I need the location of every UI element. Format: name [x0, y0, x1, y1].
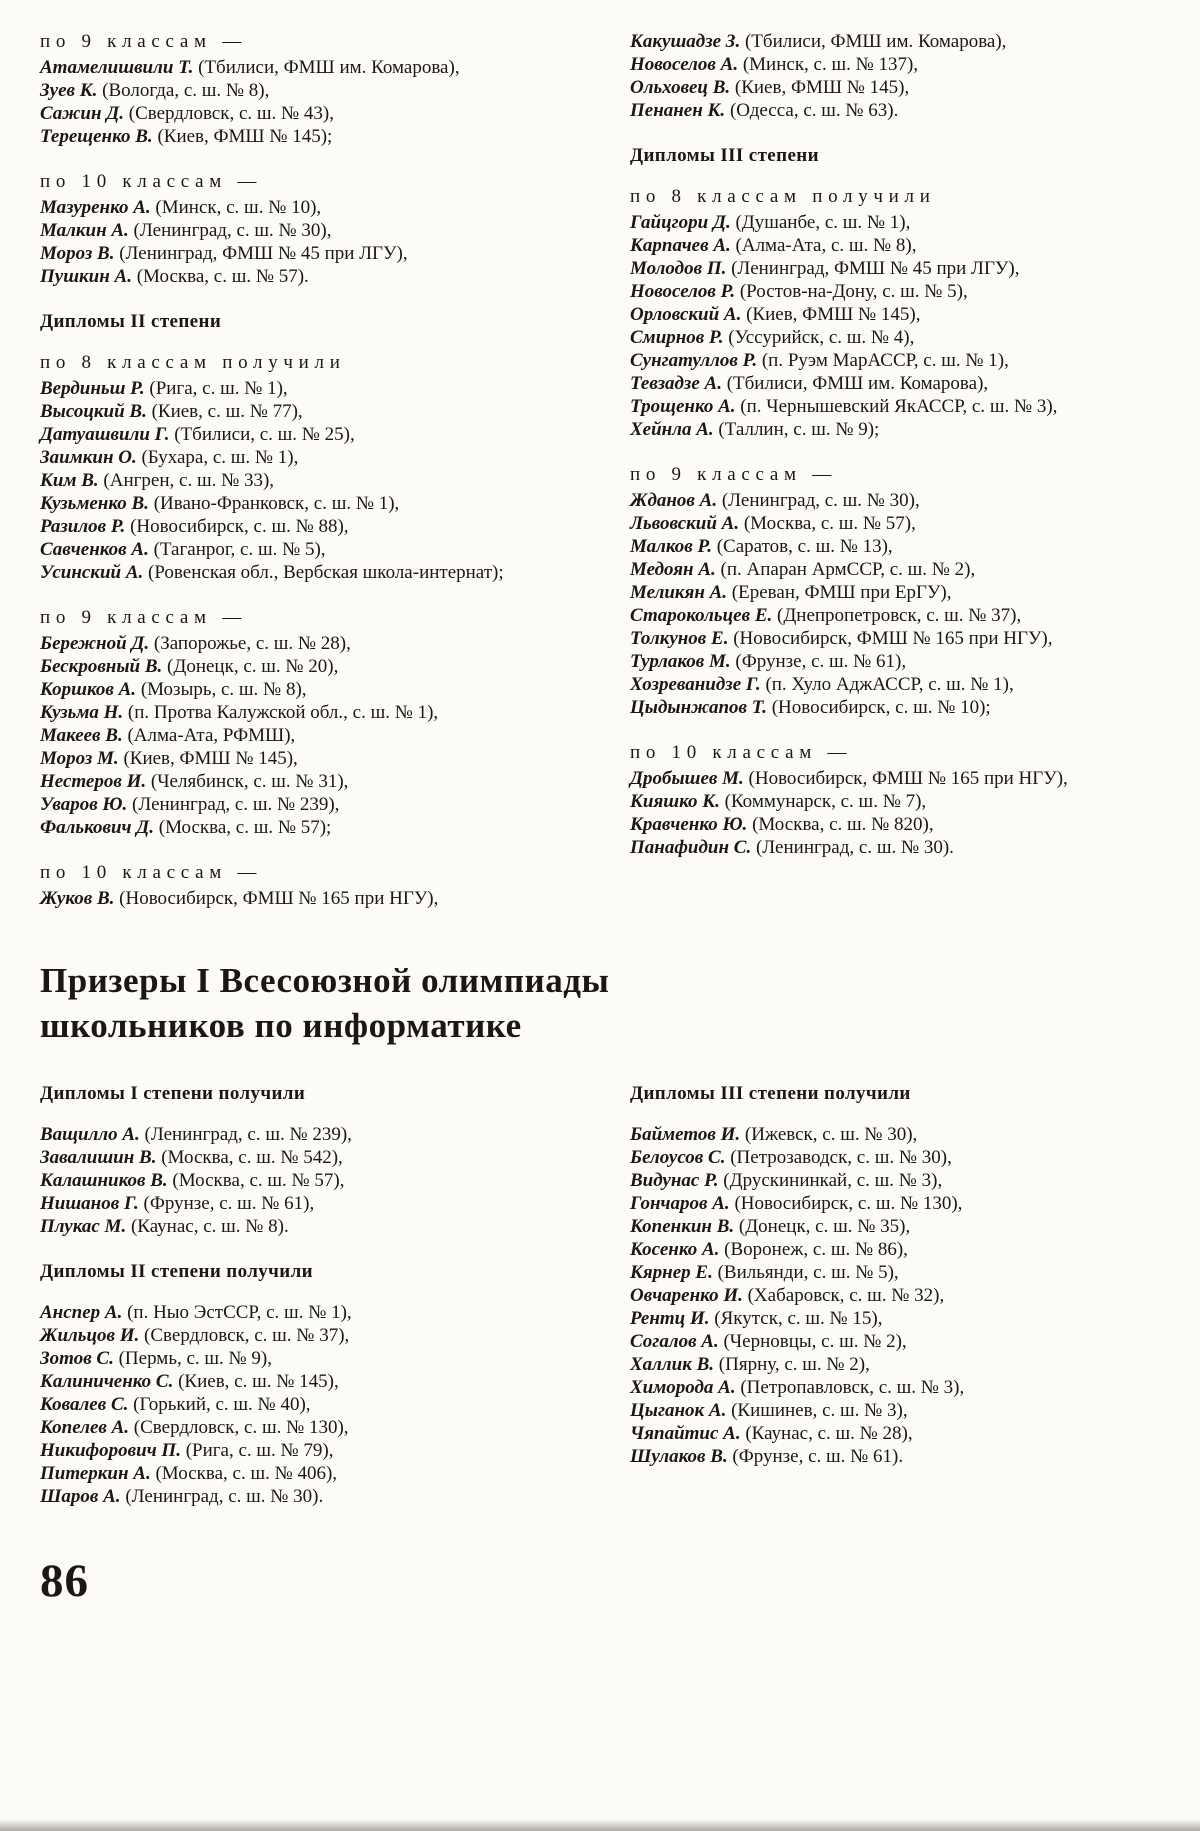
- laureate-name: Заимкин О.: [40, 447, 137, 468]
- laureate-entry: [40, 655, 504, 678]
- laureate-entry: [40, 469, 504, 492]
- laureate-name: Питеркин А.: [40, 1463, 151, 1484]
- laureate-entry: [630, 558, 1102, 581]
- laureate-name: Уваров Ю.: [40, 794, 128, 815]
- laureate-entry: [630, 326, 1102, 349]
- laureate-entry: [40, 1439, 504, 1462]
- laureate-details: (Новосибирск, ФМШ № 165 при НГУ),: [728, 628, 1053, 649]
- math-olympiad-results-section: [40, 30, 1102, 910]
- laureate-details: (Киев, с. ш. № 77),: [146, 401, 303, 422]
- laureate-name: Жданов А.: [630, 490, 718, 511]
- laureate-entry: [40, 816, 504, 839]
- laureate-details: (Свердловск, с. ш. № 43),: [124, 103, 334, 124]
- laureate-details: (Уссурийск, с. ш. № 4),: [723, 327, 915, 348]
- laureate-name: Какушадзе З.: [630, 31, 741, 52]
- entry-group: [630, 144, 1102, 441]
- laureate-details: (Саратов, с. ш. № 13),: [711, 536, 893, 557]
- laureate-entry: [630, 1215, 1102, 1238]
- laureate-details: (Друскининкай, с. ш. № 3),: [718, 1170, 943, 1191]
- laureate-name: Бескровный В.: [40, 656, 163, 677]
- laureate-details: (Мозырь, с. ш. № 8),: [136, 679, 307, 700]
- laureate-entry: [40, 125, 504, 148]
- laureate-entry: [40, 1370, 504, 1393]
- laureate-details: (Вологда, с. ш. № 8),: [97, 80, 270, 101]
- laureate-details: (Ереван, ФМШ при ЕрГУ),: [727, 582, 952, 603]
- laureate-entry: [40, 1301, 504, 1324]
- laureate-name: Плукас М.: [40, 1216, 127, 1237]
- laureate-entry: [40, 538, 504, 561]
- laureate-entry: [630, 349, 1102, 372]
- laureate-entry: [40, 1215, 504, 1238]
- laureate-details: (Таганрог, с. ш. № 5),: [148, 539, 326, 560]
- laureate-entry: [40, 1192, 504, 1215]
- laureate-entry: [630, 30, 1102, 53]
- math-results-left-column: [40, 30, 504, 910]
- laureate-details: (Коммунарск, с. ш. № 7),: [719, 791, 927, 812]
- laureate-name: Завалишин В.: [40, 1147, 157, 1168]
- laureate-entry: [630, 1261, 1102, 1284]
- laureate-entry: [630, 372, 1102, 395]
- entry-group: [40, 1260, 504, 1508]
- laureate-entry: [630, 1330, 1102, 1353]
- laureate-details: (Ленинград, с. ш. № 239),: [139, 1124, 352, 1145]
- laureate-details: (п. Апаран АрмССР, с. ш. № 2),: [715, 559, 976, 580]
- laureate-details: (Москва, с. ш. № 57);: [154, 817, 332, 838]
- laureate-name: Хейнла А.: [630, 419, 714, 440]
- laureate-entry: [630, 234, 1102, 257]
- laureate-entry: [630, 604, 1102, 627]
- laureate-entry: [40, 561, 504, 584]
- laureate-details: (Тбилиси, ФМШ им. Комарова),: [193, 57, 460, 78]
- laureate-name: Медоян А.: [630, 559, 716, 580]
- laureate-details: (Москва, с. ш. № 820),: [747, 814, 934, 835]
- laureate-entry: [630, 650, 1102, 673]
- laureate-details: (Донецк, с. ш. № 20),: [162, 656, 339, 677]
- laureate-entry: [630, 581, 1102, 604]
- laureate-name: Овчаренко И.: [630, 1285, 743, 1306]
- laureate-details: (Рига, с. ш. № 1),: [144, 378, 288, 399]
- class-group-subheading: по 8 классам получили: [40, 352, 346, 373]
- entry-group: [630, 463, 1102, 719]
- laureate-entry: [630, 1307, 1102, 1330]
- laureate-name: Трощенко А.: [630, 396, 736, 417]
- section-heading: Дипломы II степени получили: [40, 1261, 313, 1282]
- entry-group: [40, 170, 504, 288]
- laureate-details: (Ленинград, с. ш. № 30),: [717, 490, 920, 511]
- section-heading: Дипломы III степени: [630, 145, 819, 166]
- laureate-entry: [630, 99, 1102, 122]
- laureate-entry: [40, 1416, 504, 1439]
- laureate-entry: [40, 793, 504, 816]
- laureate-name: Нишанов Г.: [40, 1193, 139, 1214]
- laureate-name: Ващилло А.: [40, 1124, 140, 1145]
- laureate-details: (п. Хуло АджАССР, с. ш. № 1),: [760, 674, 1014, 695]
- laureate-name: Жильцов И.: [40, 1325, 140, 1346]
- laureate-details: (Горький, с. ш. № 40),: [128, 1394, 311, 1415]
- laureate-entry: [630, 303, 1102, 326]
- laureate-entry: [630, 211, 1102, 234]
- laureate-details: (Петрозаводск, с. ш. № 30),: [725, 1147, 952, 1168]
- laureate-entry: [630, 512, 1102, 535]
- laureate-name: Шулаков В.: [630, 1446, 728, 1467]
- laureate-entry: [630, 1422, 1102, 1445]
- laureate-details: (Ростов-на-Дону, с. ш. № 5),: [735, 281, 968, 302]
- entry-group: [630, 741, 1102, 859]
- entry-group: [40, 606, 504, 839]
- laureate-name: Малков Р.: [630, 536, 712, 557]
- laureate-details: (Хабаровск, с. ш. № 32),: [742, 1285, 945, 1306]
- laureate-name: Копенкин В.: [630, 1216, 735, 1237]
- laureate-entry: [40, 446, 504, 469]
- laureate-entry: [630, 1169, 1102, 1192]
- laureate-entry: [40, 1169, 504, 1192]
- laureate-entry: [40, 219, 504, 242]
- section-heading: Дипломы I степени получили: [40, 1083, 306, 1104]
- laureate-details: (Киев, ФМШ № 145),: [730, 77, 910, 98]
- laureate-entry: [630, 790, 1102, 813]
- laureate-entry: [630, 673, 1102, 696]
- laureate-details: (Фрунзе, с. ш. № 61),: [138, 1193, 315, 1214]
- laureate-entry: [630, 1353, 1102, 1376]
- laureate-name: Химорода А.: [630, 1377, 736, 1398]
- laureate-entry: [40, 265, 504, 288]
- laureate-details: (Тбилиси, ФМШ им. Комарова),: [740, 31, 1007, 52]
- laureate-name: Гайцгори Д.: [630, 212, 731, 233]
- laureate-details: (Якутск, с. ш. № 15),: [709, 1308, 883, 1329]
- class-group-subheading: по 10 классам —: [40, 862, 263, 883]
- laureate-entry: [630, 1238, 1102, 1261]
- laureate-name: Пенанен К.: [630, 100, 726, 121]
- laureate-entry: [630, 280, 1102, 303]
- laureate-name: Макеев В.: [40, 725, 123, 746]
- class-group-subheading: по 10 классам —: [40, 171, 263, 192]
- laureate-entry: [630, 813, 1102, 836]
- laureate-entry: [40, 887, 504, 910]
- laureate-name: Турлаков М.: [630, 651, 731, 672]
- entry-group: [40, 310, 504, 584]
- laureate-entry: [40, 1485, 504, 1508]
- laureate-name: Новоселов А.: [630, 54, 739, 75]
- laureate-details: (Рига, с. ш. № 79),: [180, 1440, 334, 1461]
- laureate-name: Белоусов С.: [630, 1147, 726, 1168]
- laureate-details: (Москва, с. ш. № 57),: [739, 513, 916, 534]
- laureate-details: (Тбилиси, ФМШ им. Комарова),: [721, 373, 989, 394]
- laureate-entry: [40, 102, 504, 125]
- laureate-entry: [40, 242, 504, 265]
- laureate-entry: [40, 747, 504, 770]
- class-group-subheading: по 9 классам —: [630, 464, 837, 485]
- laureate-details: (Москва, с. ш. № 57).: [131, 266, 309, 287]
- laureate-name: Кярнер Е.: [630, 1262, 713, 1283]
- laureate-details: (Новосибирск, с. ш. № 88),: [125, 516, 349, 537]
- section-heading: Дипломы II степени: [40, 311, 222, 332]
- laureate-entry: [630, 1192, 1102, 1215]
- laureate-details: (Ленинград, с. ш. № 30).: [751, 837, 954, 858]
- laureate-details: (Одесса, с. ш. № 63).: [725, 100, 899, 121]
- laureate-name: Байметов И.: [630, 1124, 741, 1145]
- laureate-entry: [40, 196, 504, 219]
- class-group-subheading: по 9 классам —: [40, 607, 247, 628]
- laureate-details: (Каунас, с. ш. № 28),: [740, 1423, 913, 1444]
- laureate-details: (Ижевск, с. ш. № 30),: [740, 1124, 918, 1145]
- laureate-entry: [630, 257, 1102, 280]
- entry-group: [40, 1082, 504, 1238]
- laureate-details: (Киев, ФМШ № 145),: [118, 748, 298, 769]
- laureate-entry: [630, 489, 1102, 512]
- laureate-entry: [630, 627, 1102, 650]
- laureate-name: Смирнов Р.: [630, 327, 724, 348]
- laureate-name: Савченков А.: [40, 539, 149, 560]
- laureate-name: Ковалев С.: [40, 1394, 129, 1415]
- laureate-entry: [40, 701, 504, 724]
- laureate-details: (Тбилиси, с. ш. № 25),: [169, 424, 355, 445]
- informatics-results-right-column: [630, 1082, 1102, 1508]
- laureate-details: (Ленинград, с. ш. № 239),: [127, 794, 340, 815]
- laureate-name: Зотов С.: [40, 1348, 114, 1369]
- math-results-right-column: [630, 30, 1102, 910]
- class-group-subheading: по 8 классам получили: [630, 186, 936, 207]
- laureate-entry: [630, 418, 1102, 441]
- laureate-details: (Фрунзе, с. ш. № 61),: [730, 651, 907, 672]
- laureate-entry: [630, 1284, 1102, 1307]
- laureate-entry: [630, 1445, 1102, 1468]
- laureate-name: Вердиньш Р.: [40, 378, 145, 399]
- laureate-name: Жуков В.: [40, 888, 115, 909]
- laureate-entry: [40, 678, 504, 701]
- laureate-details: (Таллин, с. ш. № 9);: [713, 419, 880, 440]
- laureate-entry: [630, 836, 1102, 859]
- laureate-entry: [40, 377, 504, 400]
- laureate-entry: [40, 400, 504, 423]
- laureate-name: Гончаров А.: [630, 1193, 730, 1214]
- laureate-name: Панафидин С.: [630, 837, 752, 858]
- laureate-name: Фалькович Д.: [40, 817, 154, 838]
- laureate-entry: [40, 1324, 504, 1347]
- laureate-name: Чяпайтис А.: [630, 1423, 741, 1444]
- laureate-entry: [630, 395, 1102, 418]
- laureate-entry: [40, 1462, 504, 1485]
- laureate-name: Новоселов Р.: [630, 281, 736, 302]
- laureate-name: Старокольцев Е.: [630, 605, 773, 626]
- laureate-name: Карпачев А.: [630, 235, 731, 256]
- laureate-details: (Новосибирск, ФМШ № 165 при НГУ),: [114, 888, 439, 909]
- laureate-name: Цыганок А.: [630, 1400, 727, 1421]
- laureate-name: Сунгатуллов Р.: [630, 350, 758, 371]
- laureate-entry: [630, 1146, 1102, 1169]
- laureate-name: Кравченко Ю.: [630, 814, 748, 835]
- laureate-details: (п. Руэм МарАССР, с. ш. № 1),: [757, 350, 1009, 371]
- laureate-entry: [630, 1399, 1102, 1422]
- laureate-entry: [40, 1146, 504, 1169]
- laureate-details: (Ленинград, с. ш. № 30).: [120, 1486, 324, 1507]
- laureate-details: (Кишинев, с. ш. № 3),: [726, 1400, 908, 1421]
- laureate-entry: [40, 1347, 504, 1370]
- laureate-name: Ольховец В.: [630, 77, 731, 98]
- laureate-name: Цыдынжапов Т.: [630, 697, 767, 718]
- laureate-details: (Воронеж, с. ш. № 86),: [719, 1239, 908, 1260]
- entry-group: [630, 30, 1102, 122]
- laureate-entry: [630, 53, 1102, 76]
- laureate-name: Тевзадзе А.: [630, 373, 722, 394]
- laureate-name: Мазуренко А.: [40, 197, 151, 218]
- laureate-details: (Челябинск, с. ш. № 31),: [146, 771, 349, 792]
- laureate-name: Бережной Д.: [40, 633, 150, 654]
- laureate-name: Высоцкий В.: [40, 401, 147, 422]
- laureate-entry: [40, 724, 504, 747]
- section-heading: Дипломы III степени получили: [630, 1083, 911, 1104]
- laureate-name: Терещенко В.: [40, 126, 153, 147]
- laureate-name: Анспер А.: [40, 1302, 123, 1323]
- laureate-name: Шаров А.: [40, 1486, 121, 1507]
- laureate-name: Атамелишвили Т.: [40, 57, 194, 78]
- laureate-entry: [40, 492, 504, 515]
- laureate-details: (Киев, с. ш. № 145),: [173, 1371, 339, 1392]
- laureate-entry: [40, 423, 504, 446]
- laureate-name: Разилов Р.: [40, 516, 126, 537]
- laureate-details: (Новосибирск, с. ш. № 10);: [766, 697, 991, 718]
- laureate-name: Толкунов Е.: [630, 628, 729, 649]
- laureate-name: Никифорович П.: [40, 1440, 181, 1461]
- informatics-olympiad-title: [40, 958, 1102, 1048]
- laureate-name: Нестеров И.: [40, 771, 147, 792]
- laureate-name: Пушкин А.: [40, 266, 132, 287]
- laureate-details: (Алма-Ата, с. ш. № 8),: [730, 235, 917, 256]
- laureate-details: (п. Ныо ЭстССР, с. ш. № 1),: [122, 1302, 352, 1323]
- laureate-details: (Алма-Ата, РФМШ),: [122, 725, 296, 746]
- laureate-name: Рентц И.: [630, 1308, 710, 1329]
- laureate-details: (п. Протва Калужской обл., с. ш. № 1),: [123, 702, 439, 723]
- laureate-details: (Ровенская обл., Вербская школа-интернат);: [143, 562, 504, 583]
- laureate-details: (Ленинград, ФМШ № 45 при ЛГУ),: [114, 243, 408, 264]
- laureate-name: Копелев А.: [40, 1417, 130, 1438]
- laureate-details: (Киев, ФМШ № 145);: [152, 126, 333, 147]
- laureate-name: Дробышев М.: [630, 768, 744, 789]
- laureate-name: Зуев К.: [40, 80, 98, 101]
- laureate-name: Хозреванидзе Г.: [630, 674, 761, 695]
- laureate-name: Малкин А.: [40, 220, 129, 241]
- laureate-details: (Киев, ФМШ № 145),: [741, 304, 921, 325]
- laureate-name: Меликян А.: [630, 582, 728, 603]
- laureate-name: Халлик В.: [630, 1354, 715, 1375]
- laureate-name: Кияшко К.: [630, 791, 720, 812]
- laureate-name: Коршков А.: [40, 679, 137, 700]
- laureate-details: (Пермь, с. ш. № 9),: [113, 1348, 273, 1369]
- scan-bottom-edge: [0, 1819, 1200, 1831]
- laureate-name: Мороз М.: [40, 748, 119, 769]
- laureate-name: Косенко А.: [630, 1239, 720, 1260]
- entry-group: [630, 1082, 1102, 1468]
- class-group-subheading: по 10 классам —: [630, 742, 853, 763]
- laureate-entry: [630, 696, 1102, 719]
- title-line-2: школьников по информатике: [40, 1006, 522, 1045]
- laureate-details: (Свердловск, с. ш. № 37),: [139, 1325, 350, 1346]
- laureate-name: Ким В.: [40, 470, 99, 491]
- laureate-details: (Минск, с. ш. № 137),: [738, 54, 919, 75]
- laureate-entry: [40, 515, 504, 538]
- laureate-entry: [40, 632, 504, 655]
- laureate-details: (Новосибирск, ФМШ № 165 при НГУ),: [743, 768, 1068, 789]
- laureate-entry: [630, 767, 1102, 790]
- entry-group: [40, 861, 504, 910]
- laureate-details: (Каунас, с. ш. № 8).: [126, 1216, 289, 1237]
- laureate-details: (Ленинград, ФМШ № 45 при ЛГУ),: [726, 258, 1020, 279]
- laureate-name: Видунас Р.: [630, 1170, 719, 1191]
- laureate-name: Кузьменко В.: [40, 493, 149, 514]
- laureate-name: Согалов А.: [630, 1331, 719, 1352]
- laureate-details: (Вильянди, с. ш. № 5),: [712, 1262, 899, 1283]
- laureate-name: Усинский А.: [40, 562, 144, 583]
- laureate-name: Кузьма Н.: [40, 702, 124, 723]
- laureate-details: (Черновцы, с. ш. № 2),: [718, 1331, 907, 1352]
- laureate-details: (Днепропетровск, с. ш. № 37),: [772, 605, 1022, 626]
- laureate-name: Калашников В.: [40, 1170, 168, 1191]
- laureate-details: (Бухара, с. ш. № 1),: [136, 447, 299, 468]
- laureate-entry: [40, 56, 504, 79]
- title-line-1: Призеры I Всесоюзной олимпиады: [40, 961, 610, 1000]
- laureate-details: (Пярну, с. ш. № 2),: [714, 1354, 870, 1375]
- laureate-details: (Москва, с. ш. № 406),: [150, 1463, 338, 1484]
- laureate-entry: [630, 535, 1102, 558]
- laureate-details: (Свердловск, с. ш. № 130),: [129, 1417, 349, 1438]
- laureate-entry: [630, 1123, 1102, 1146]
- entry-group: [40, 30, 504, 148]
- laureate-details: (Ивано-Франковск, с. ш. № 1),: [148, 493, 400, 514]
- laureate-name: Молодов П.: [630, 258, 727, 279]
- laureate-details: (Минск, с. ш. № 10),: [150, 197, 322, 218]
- informatics-olympiad-results-section: [40, 1082, 1102, 1508]
- laureate-details: (Фрунзе, с. ш. № 61).: [727, 1446, 904, 1467]
- laureate-details: (Москва, с. ш. № 57),: [167, 1170, 345, 1191]
- laureate-entry: [40, 1393, 504, 1416]
- laureate-details: (Петропавловск, с. ш. № 3),: [735, 1377, 965, 1398]
- laureate-name: Датуашвили Г.: [40, 424, 170, 445]
- laureate-details: (Запорожье, с. ш. № 28),: [149, 633, 351, 654]
- laureate-details: (Новосибирск, с. ш. № 130),: [729, 1193, 963, 1214]
- laureate-details: (п. Чернышевский ЯкАССР, с. ш. № 3),: [735, 396, 1058, 417]
- laureate-name: Львовский А.: [630, 513, 740, 534]
- laureate-entry: [40, 79, 504, 102]
- laureate-entry: [630, 76, 1102, 99]
- laureate-entry: [40, 1123, 504, 1146]
- informatics-results-left-column: [40, 1082, 504, 1508]
- laureate-details: (Душанбе, с. ш. № 1),: [730, 212, 911, 233]
- laureate-details: (Москва, с. ш. № 542),: [156, 1147, 343, 1168]
- laureate-name: Калиниченко С.: [40, 1371, 174, 1392]
- laureate-details: (Ленинград, с. ш. № 30),: [128, 220, 332, 241]
- laureate-name: Орловский А.: [630, 304, 742, 325]
- laureate-name: Сажин Д.: [40, 103, 124, 124]
- laureate-details: (Ангрен, с. ш. № 33),: [98, 470, 275, 491]
- laureate-entry: [40, 770, 504, 793]
- laureate-details: (Донецк, с. ш. № 35),: [734, 1216, 911, 1237]
- page-number: 86: [40, 1555, 89, 1607]
- class-group-subheading: по 9 классам —: [40, 31, 247, 52]
- laureate-entry: [630, 1376, 1102, 1399]
- laureate-name: Мороз В.: [40, 243, 115, 264]
